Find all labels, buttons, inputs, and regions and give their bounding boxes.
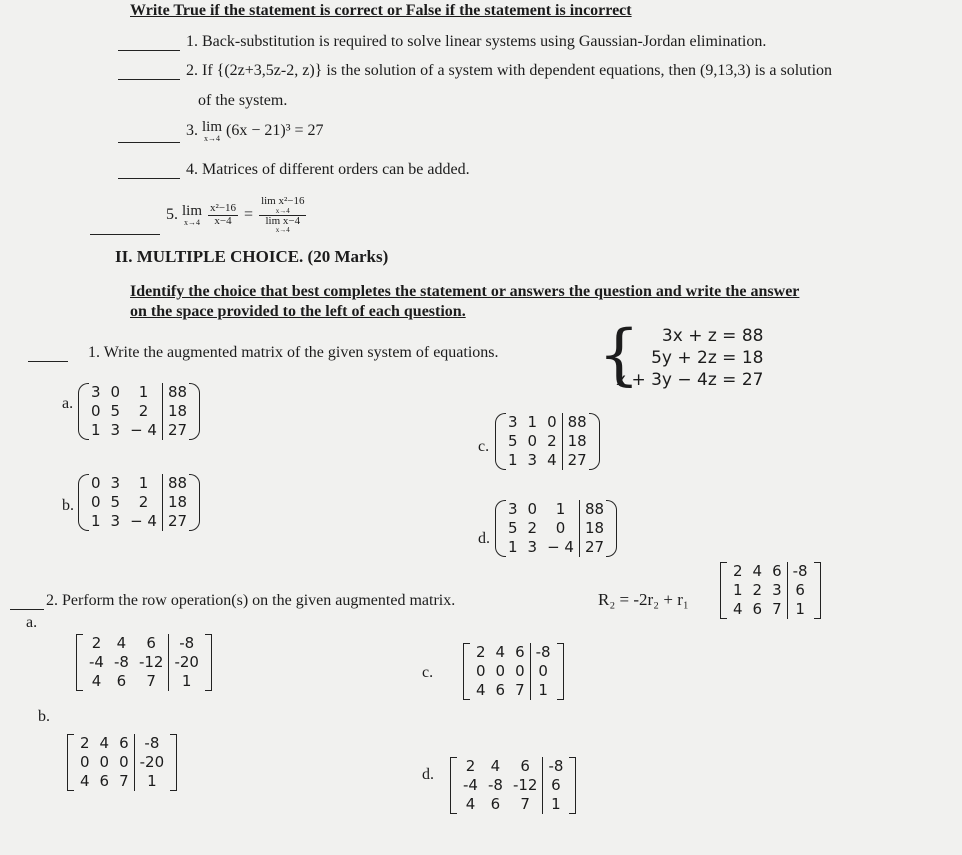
answer-blank[interactable]	[118, 65, 180, 80]
answer-blank[interactable]	[28, 347, 68, 362]
instruction-line-2: on the space provided to the left of each question.	[130, 303, 466, 320]
answer-blank[interactable]	[118, 164, 180, 179]
choice-label-c: c.	[478, 438, 490, 455]
tf-item-2-cont: of the system.	[198, 92, 288, 109]
choice-label-d: d.	[422, 766, 434, 783]
tf-item-3: 3. lim x→4 (6x − 21)³ = 27	[118, 120, 324, 143]
choice-2b-matrix[interactable]: 2 4 6 -8 0 0 0 -20 4 6 7 1	[75, 734, 169, 791]
choice-2d-matrix[interactable]: 2 4 6 -8 -4 -8 -12 6 4 6 7 1	[458, 757, 568, 814]
tf-item-2: 2. If {(2z+3,5z-2, z)} is the solution of a system with dependent equations, then (9,13,3) is a solution	[118, 62, 832, 80]
choice-1b-matrix[interactable]: 0 3 1 88 0 5 2 18 1 3 − 4 27	[86, 474, 192, 531]
choice-label-a: a.	[26, 614, 38, 631]
choice-1a-matrix[interactable]: 3 0 1 88 0 5 2 18 1 3 − 4 27	[86, 383, 192, 440]
answer-blank[interactable]	[118, 36, 180, 51]
answer-blank[interactable]	[10, 595, 44, 610]
tf-item-1: 1. Back-substitution is required to solve linear systems using Gaussian-Jordan elimination.	[118, 33, 766, 51]
choice-label-c: c.	[422, 664, 434, 681]
choice-1d-matrix[interactable]: 3 0 1 88 5 2 0 18 1 3 − 4 27	[503, 500, 609, 557]
equation-system: 3x + z = 88 5y + 2z = 18 x + 3y − 4z = 27	[616, 326, 764, 390]
choice-label-b: b.	[38, 708, 50, 725]
choice-label-a: a.	[62, 395, 74, 412]
section-header: Write True if the statement is correct or False if the statement is incorrect	[130, 2, 632, 19]
given-matrix: 2 4 6 -8 1 2 3 6 4 6 7 1	[728, 562, 813, 619]
choice-label-b: b.	[62, 497, 74, 514]
answer-blank[interactable]	[90, 220, 160, 235]
tf-item-5: 5. lim x→4 $\frac{\text{x²−16}}{x-4}$ = lim x²−16 x→4 lim x−4 x→4	[90, 196, 308, 235]
instruction-line-1: Identify the choice that best completes the statement or answers the question and write the answer	[130, 283, 800, 300]
choice-2a-matrix[interactable]: 2 4 6 -8 -4 -8 -12 -20 4 6 7 1	[84, 634, 204, 691]
section-heading: II. MULTIPLE CHOICE. (20 Marks)	[115, 247, 389, 266]
choice-1c-matrix[interactable]: 3 1 0 88 5 0 2 18 1 3 4 27	[503, 413, 592, 470]
tf-item-4: 4. Matrices of different orders can be added.	[118, 161, 470, 179]
system-brace: {	[598, 316, 640, 393]
mc-question-1: 1. Write the augmented matrix of the given system of equations.	[28, 344, 499, 362]
choice-2c-matrix[interactable]: 2 4 6 -8 0 0 0 0 4 6 7 1	[471, 643, 556, 700]
choice-label-d: d.	[478, 530, 490, 547]
answer-blank[interactable]	[118, 128, 180, 143]
row-operation: R₂ = -2r₂ + r₁	[598, 590, 689, 609]
mc-question-2: 2. Perform the row operation(s) on the given augmented matrix.	[10, 592, 455, 610]
